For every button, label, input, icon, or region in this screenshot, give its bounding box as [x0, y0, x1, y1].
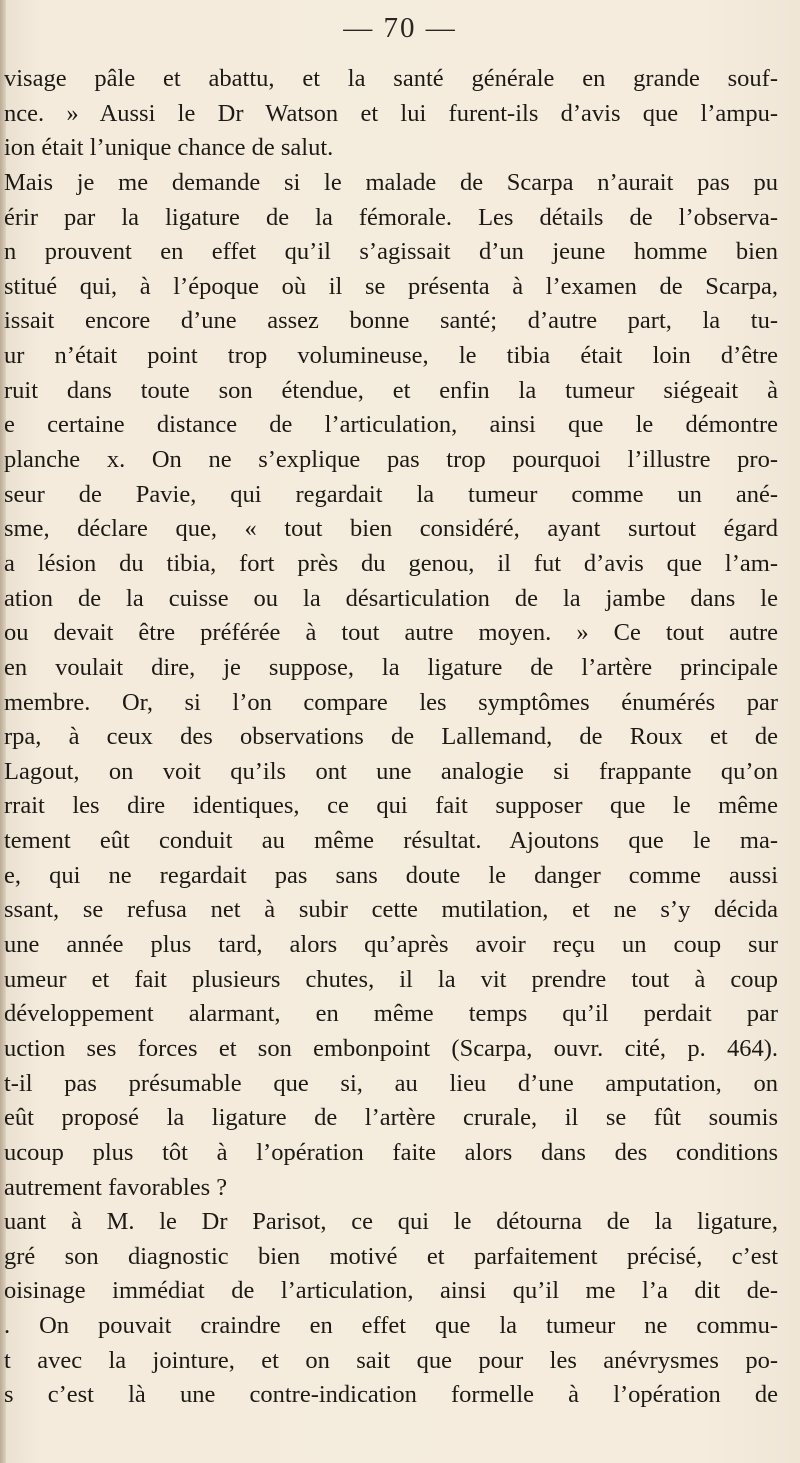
page-number: — 70 — [343, 12, 457, 44]
text-line-25: ssant, se refusa net à subir cette mutilation, et ne s’y décida [4, 896, 778, 924]
text-line-7: stitué qui, à l’époque où il se présenta à l’examen de Scarpa, [4, 272, 778, 300]
text-line-30: t-il pas présumable que si, au lieu d’une amputation, on [4, 1069, 778, 1097]
text-line-2: nce. » Aussi le Dr Watson et lui furent-ils d’avis que l’ampu- [4, 99, 778, 127]
text-line-29: uction ses forces et son embonpoint (Scarpa, ouvr. cité, p. 464). [4, 1034, 778, 1062]
text-line-18: en voulait dire, je suppose, la ligature de l’artère principale [4, 653, 778, 681]
text-line-14: sme, déclare que, « tout bien considéré, ayant surtout égard [4, 515, 778, 543]
text-line-22: rrait les dire identiques, ce qui fait supposer que le même [4, 792, 778, 820]
text-line-6: n prouvent en effet qu’il s’agissait d’un jeune homme bien [4, 238, 778, 266]
text-line-35: gré son diagnostic bien motivé et parfaitement précisé, c’est [4, 1242, 778, 1270]
text-line-9: ur n’était point trop volumineuse, le tibia était loin d’être [4, 342, 778, 370]
text-line-21: Lagout, on voit qu’ils ont une analogie si frappante qu’on [4, 757, 778, 785]
text-line-38: t avec la jointure, et on sait que pour les anévrysmes po- [4, 1346, 778, 1374]
text-line-4: Mais je me demande si le malade de Scarpa n’aurait pas pu [4, 168, 778, 196]
text-line-10: ruit dans toute son étendue, et enfin la tumeur siégeait à [4, 376, 778, 404]
text-line-20: rpa, à ceux des observations de Lallemand, de Roux et de [4, 723, 778, 751]
text-line-36: oisinage immédiat de l’articulation, ainsi qu’il me l’a dit de- [4, 1277, 778, 1305]
text-line-8: issait encore d’une assez bonne santé; d’autre part, la tu- [4, 307, 778, 335]
text-line-33: autrement favorables ? [4, 1173, 228, 1201]
text-line-1: visage pâle et abattu, et la santé générale en grande souf- [4, 65, 778, 92]
text-line-34: uant à M. le Dr Parisot, ce qui le détourna de la ligature, [4, 1208, 778, 1236]
text-line-16: ation de la cuisse ou la désarticulation de la jambe dans le [4, 584, 778, 612]
text-line-11: e certaine distance de l’articulation, ainsi que le démontre [4, 411, 778, 439]
text-line-24: e, qui ne regardait pas sans doute le danger comme aussi [4, 861, 778, 889]
text-line-3: ion était l’unique chance de salut. [4, 134, 334, 162]
text-line-31: eût proposé la ligature de l’artère crurale, il se fût soumis [4, 1104, 778, 1132]
text-line-39: s c’est là une contre-indication formelle à l’opération de [4, 1381, 778, 1409]
text-line-17: ou devait être préférée à tout autre moyen. » Ce tout autre [4, 619, 778, 647]
text-line-28: développement alarmant, en même temps qu’il perdait par [4, 1000, 778, 1028]
text-line-19: membre. Or, si l’on compare les symptômes énumérés par [4, 688, 778, 716]
text-line-37: . On pouvait craindre en effet que la tumeur ne commu- [4, 1312, 778, 1340]
text-line-5: érir par la ligature de la fémorale. Les détails de l’observa- [4, 203, 778, 231]
text-line-12: planche x. On ne s’explique pas trop pourquoi l’illustre pro- [4, 446, 778, 474]
text-line-15: a lésion du tibia, fort près du genou, il fut d’avis que l’am- [4, 549, 778, 577]
text-line-32: ucoup plus tôt à l’opération faite alors dans des conditions [4, 1138, 778, 1166]
text-line-23: tement eût conduit au même résultat. Ajoutons que le ma- [4, 827, 778, 855]
text-line-26: une année plus tard, alors qu’après avoir reçu un coup sur [4, 931, 778, 959]
text-line-13: seur de Pavie, qui regardait la tumeur comme un ané- [4, 480, 778, 508]
body-text [4, 62, 778, 1413]
text-line-27: umeur et fait plusieurs chutes, il la vit prendre tout à coup [4, 965, 778, 993]
